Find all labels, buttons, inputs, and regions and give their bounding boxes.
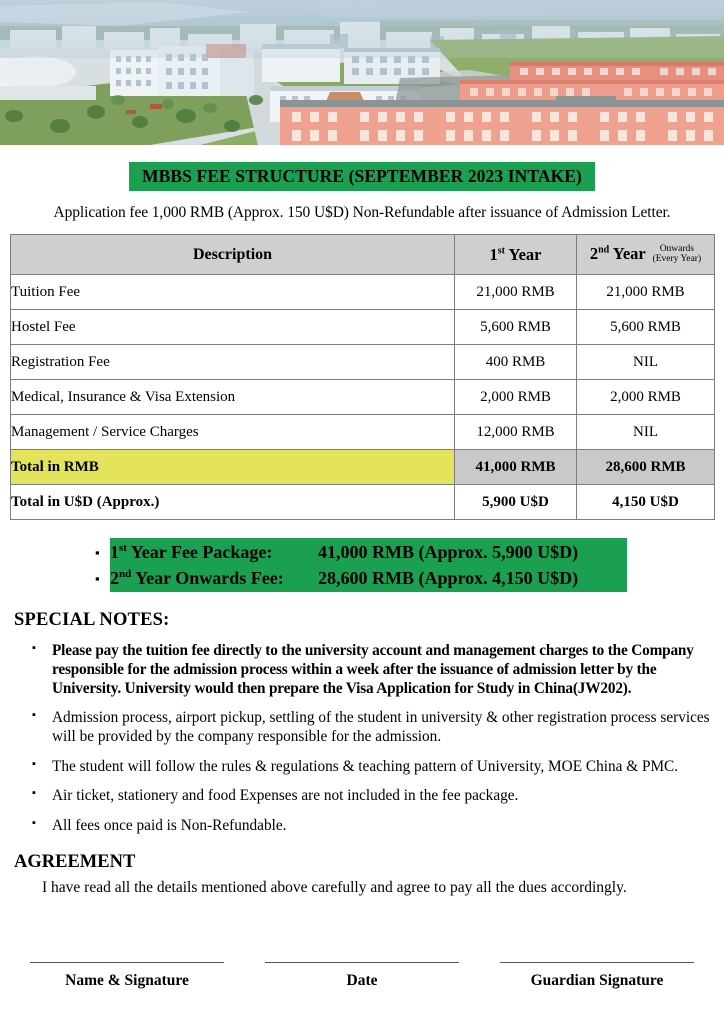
campus-banner-photo — [0, 0, 724, 145]
fee-table-container — [0, 234, 724, 520]
summary-year2-value: 28,600 RMB (Approx. 4,150 U$D) — [318, 568, 579, 589]
signature-section — [0, 962, 724, 990]
signature-label: Name & Signature — [65, 972, 189, 989]
summary-year1-label — [110, 542, 318, 563]
table-header-row — [11, 235, 715, 275]
signature-label: Guardian Signature — [530, 972, 664, 989]
year2-note-line1: Onwards — [659, 243, 694, 254]
summary-year1-value: 41,000 RMB (Approx. 5,900 U$D) — [318, 542, 579, 563]
total-usd-year1: 5,900 U$D — [455, 485, 577, 520]
signature-line[interactable] — [500, 962, 694, 963]
title-section — [0, 162, 724, 191]
row-year1-value: 12,000 RMB — [455, 415, 577, 450]
row-year1-value: 400 RMB — [455, 345, 577, 380]
row-year2-value: 5,600 RMB — [577, 310, 715, 345]
summary-year2-ordinal: nd — [119, 568, 132, 581]
table-row — [11, 345, 715, 380]
signature-line[interactable] — [265, 962, 459, 963]
signature-block-guardian — [500, 962, 694, 990]
year2-note-line2: (Every Year) — [652, 254, 702, 265]
fee-summary-section — [0, 538, 724, 596]
signature-block-date — [265, 962, 459, 990]
row-year2-value: 2,000 RMB — [577, 380, 715, 415]
year2-number: 2 — [589, 243, 599, 263]
summary-line-year2 — [93, 565, 578, 592]
row-description: Hostel Fee — [11, 310, 455, 345]
row-description: Management / Service Charges — [11, 415, 455, 450]
fee-table — [10, 234, 715, 520]
table-row — [11, 380, 715, 415]
signature-block-name — [30, 962, 224, 990]
summary-year2-text: Year Onwards Fee: — [131, 568, 284, 589]
bullet-icon: ▪ — [95, 545, 100, 561]
row-description: Tuition Fee — [11, 275, 455, 310]
row-year1-value: 5,600 RMB — [455, 310, 577, 345]
row-year1-value: 21,000 RMB — [455, 275, 577, 310]
agreement-text: I have read all the details mentioned above carefully and agree to pay all the dues accordingly. — [42, 878, 627, 896]
summary-line-year1 — [93, 539, 578, 566]
table-row — [11, 415, 715, 450]
summary-year2-number: 2 — [110, 568, 119, 589]
special-notes-heading: SPECIAL NOTES: — [14, 610, 170, 631]
table-row — [11, 275, 715, 310]
total-rmb-row — [11, 450, 715, 485]
total-rmb-year1: 41,000 RMB — [455, 450, 577, 485]
total-usd-label: Total in U$D (Approx.) — [11, 485, 455, 520]
application-fee-note: Application fee 1,000 RMB (Approx. 150 U$D) Non-Refundable after issuance of Admission Letter. — [53, 204, 671, 222]
total-usd-row — [11, 485, 715, 520]
column-header-description: Description — [11, 235, 455, 275]
total-usd-year2: 4,150 U$D — [577, 485, 715, 520]
year2-note — [653, 244, 702, 265]
signature-line[interactable] — [30, 962, 224, 963]
total-rmb-label: Total in RMB — [11, 450, 455, 485]
list-item: ▪ The student will follow the rules & regulations & teaching pattern of University, MOE China & PMC. — [32, 758, 712, 777]
column-header-year2 — [577, 235, 715, 275]
year1-ordinal: st — [497, 245, 505, 257]
signature-label: Date — [346, 972, 378, 989]
list-item: ▪ Air ticket, stationery and food Expenses are not included in the fee package. — [32, 787, 712, 806]
row-year2-value: 21,000 RMB — [577, 275, 715, 310]
agreement-heading: AGREEMENT — [14, 851, 136, 872]
summary-year1-text: Year Fee Package: — [126, 542, 273, 563]
row-year1-value: 2,000 RMB — [455, 380, 577, 415]
year1-number: 1 — [489, 244, 498, 264]
year2-word: Year — [609, 243, 646, 263]
page-title: MBBS FEE STRUCTURE (SEPTEMBER 2023 INTAKE) — [129, 162, 595, 191]
column-header-year1 — [455, 235, 577, 275]
list-item: ▪ Admission process, airport pickup, settling of the student in university & other registration process services will be provided by the company responsible for the admission. — [32, 709, 712, 746]
campus-illustration — [0, 0, 724, 145]
summary-year1-number: 1 — [110, 542, 119, 563]
bullet-icon: ▪ — [95, 571, 100, 587]
year2-ordinal: nd — [598, 244, 610, 256]
row-description: Medical, Insurance & Visa Extension — [11, 380, 455, 415]
summary-year1-ordinal: st — [119, 542, 127, 555]
list-item: ▪ Please pay the tuition fee directly to the university account and management charges to the Company responsible for the admission process within a week after the issuance of admission letter by the University. University would then prepare the Visa Application for Study in China(JW202). — [32, 642, 712, 698]
year1-word: Year — [504, 244, 542, 264]
row-year2-value: NIL — [577, 345, 715, 380]
special-notes-list — [0, 642, 724, 835]
total-rmb-year2: 28,600 RMB — [577, 450, 715, 485]
row-year2-value: NIL — [577, 415, 715, 450]
table-row — [11, 310, 715, 345]
summary-year2-label — [110, 568, 318, 589]
list-item: ▪ All fees once paid is Non-Refundable. — [32, 817, 712, 836]
row-description: Registration Fee — [11, 345, 455, 380]
